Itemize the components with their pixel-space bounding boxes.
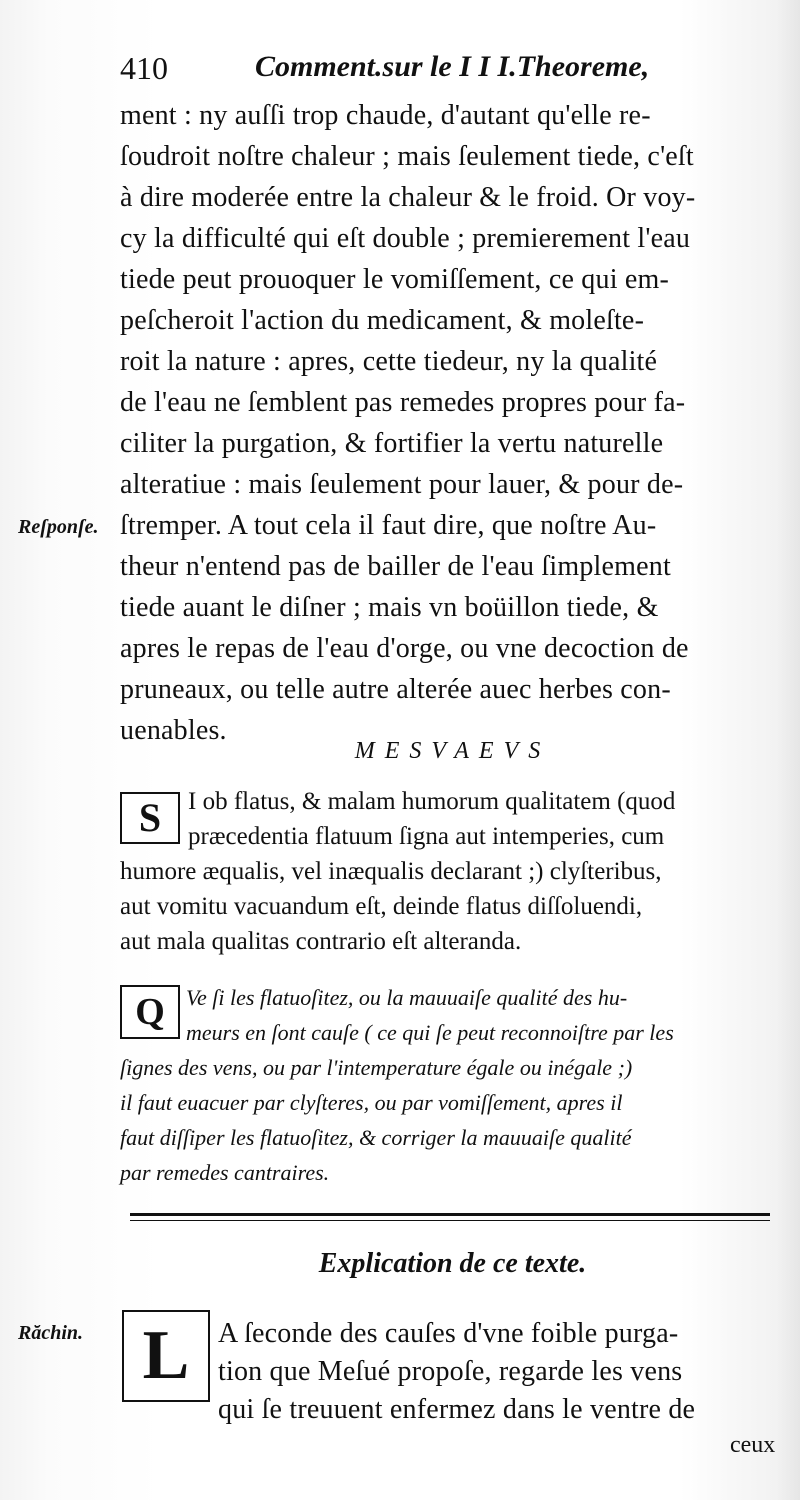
page-number: 410 [120, 50, 168, 86]
body-line: tiede auant le diſner ; mais vn boüillon tiede, & [120, 592, 659, 623]
body-line: ciliter la purgation, & fortifier la vertu naturelle [120, 428, 664, 459]
divider-rule-thin [130, 1220, 770, 1221]
body-line: tiede peut prouoquer le vomiſſement, ce qui em- [120, 264, 670, 295]
margin-note-rachin: Răchin. [18, 1322, 84, 1344]
latin-dropcap: S [120, 792, 180, 844]
running-title: Comment.sur le I I I.Theoreme, [255, 50, 650, 83]
divider-rule [130, 1213, 770, 1216]
body-line: peſcheroit l'action du medicament, & moleſte- [120, 305, 645, 336]
body-line: ſtremper. A tout cela il faut dire, que noſtre Au- [120, 510, 657, 541]
body-line: à dire moderée entre la chaleur & le froid. Or voy- [120, 182, 696, 213]
latin-line: humore æqualis, vel inæqualis declarant ;) clyſteribus, [120, 858, 662, 885]
latin-line: aut mala qualitas contrario eſt alteranda. [120, 928, 522, 955]
body-line: uenables. [120, 715, 227, 746]
body-line: pruneaux, ou telle autre alterée auec herbes con- [120, 674, 671, 705]
margin-note-response: Reſponſe. [18, 516, 99, 538]
page-header [120, 50, 785, 90]
body-line: apres le repas de l'eau d'orge, ou vne decoction de [120, 633, 689, 664]
section-heading: MESVAEVS [354, 738, 551, 764]
french-dropcap: Q [120, 985, 180, 1039]
explication-title: Explication de ce texte. [318, 1248, 587, 1279]
explication-dropcap: L [122, 1310, 210, 1402]
french-line: Ve ſi les flatuoſitez, ou la mauuaiſe qualité des hu- [186, 985, 628, 1010]
body-line: de l'eau ne ſemblent pas remedes propres pour fa- [120, 387, 686, 418]
body-line: ſoudroit noſtre chaleur ; mais ſeulement tiede, c'eſt [120, 141, 694, 172]
french-line: par remedes cantraires. [120, 1160, 330, 1185]
latin-line: præcedentia flatuum ſigna aut intemperies, cum [188, 823, 665, 850]
french-line: meurs en ſont cauſe ( ce qui ſe peut reconnoiſtre par les [186, 1020, 674, 1045]
french-line: il faut euacuer par clyſteres, ou par vomiſſement, apres il [120, 1090, 623, 1115]
latin-line: I ob flatus, & malam humorum qualitatem (quod [188, 788, 676, 815]
latin-line: aut vomitu vacuandum eſt, deinde flatus diſſoluendi, [120, 893, 643, 920]
body-line: cy la difficulté qui eſt double ; premierement l'eau [120, 223, 691, 254]
french-line: ſignes des vens, ou par l'intemperature égale ou inégale ;) [120, 1055, 633, 1080]
catchword: ceux [730, 1432, 776, 1458]
body-line: roit la nature : apres, cette tiedeur, ny la qualité [120, 346, 658, 377]
french-line: faut diſſiper les flatuoſitez, & corriger la mauuaiſe qualité [120, 1125, 632, 1150]
explication-line: A ſeconde des cauſes d'vne foible purga- [218, 1318, 679, 1349]
explication-line: qui ſe treuuent enfermez dans le ventre de [218, 1394, 696, 1425]
body-line: ment : ny auſſi trop chaude, d'autant qu'elle re- [120, 100, 651, 131]
explication-line: tion que Meſué propoſe, regarde les vens [218, 1356, 683, 1387]
body-line: theur n'entend pas de bailler de l'eau ſimplement [120, 551, 671, 582]
body-line: alteratiue : mais ſeulement pour lauer, & pour de- [120, 469, 684, 500]
